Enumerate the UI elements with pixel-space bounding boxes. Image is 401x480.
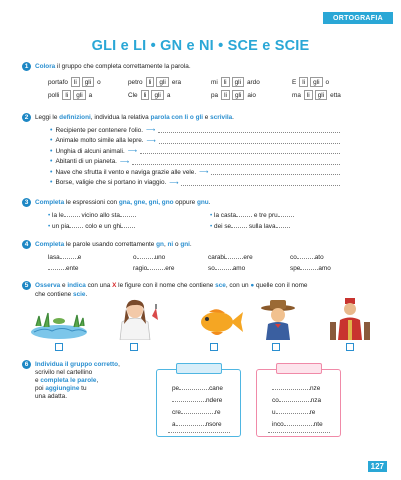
- blank[interactable]: [236, 211, 252, 217]
- exercise-6-instruction-line-3: e completa le parole,: [35, 377, 99, 384]
- option-gli[interactable]: gli: [232, 90, 244, 100]
- exercise-6-instruction-line-4: poi aggiungine tu: [35, 385, 87, 392]
- ex2-item-5: • Nave che sfrutta il vento e naviga grazie alle vele. ⟶: [50, 168, 340, 176]
- ex1-word-r1-c2: petro li gli era: [128, 78, 182, 86]
- blank[interactable]: [276, 222, 290, 228]
- arrow-icon: ⟶: [127, 148, 137, 155]
- option-gli[interactable]: gli: [73, 90, 85, 100]
- card-right-word-2: co nza: [272, 397, 322, 404]
- water-picture: [30, 310, 88, 340]
- arrow-icon: ⟶: [199, 169, 209, 176]
- exercise-6-number: 6: [22, 360, 31, 369]
- exercise-5-number: 5: [22, 281, 31, 290]
- answer-line[interactable]: [158, 127, 340, 133]
- ex1-word-r2-c1: polli li gli a: [48, 91, 93, 99]
- water-checkbox[interactable]: [55, 343, 63, 351]
- sheriff-checkbox[interactable]: [272, 343, 280, 351]
- ex1-word-r1-c4: E li gli o: [292, 78, 330, 86]
- ex2-item-4: • Abitanti di un pianeta. ⟶: [50, 158, 340, 166]
- ex3-item-4: • dei se sulla lava: [210, 222, 290, 230]
- option-li[interactable]: li: [304, 90, 313, 100]
- ex1-word-r1-c1: portafo li gli o: [48, 78, 101, 86]
- ex3-item-2: • la casta e tre pru: [210, 211, 294, 219]
- sheriff-picture: [258, 298, 298, 340]
- ex4-word-r2-c3: so amo: [208, 265, 246, 272]
- exercise-2-number: 2: [22, 113, 31, 122]
- blank[interactable]: [48, 264, 66, 270]
- exercise-1-number: 1: [22, 62, 31, 71]
- exercise-6-instruction-line-2: scrivilo nel cartellino: [35, 369, 93, 376]
- bellboy-checkbox[interactable]: [346, 343, 354, 351]
- blank[interactable]: [284, 420, 314, 426]
- blank[interactable]: [147, 264, 165, 270]
- card-left-word-4: a nsore: [172, 421, 222, 428]
- answer-line[interactable]: [181, 180, 340, 186]
- option-gli[interactable]: gli: [156, 77, 168, 87]
- card-right-extra-line[interactable]: [268, 432, 330, 433]
- exercise-3-number: 3: [22, 198, 31, 207]
- ex4-word-r1-c3: carabi ere: [208, 254, 253, 261]
- exercise-3-instruction: Completa le espressioni con gna, gne, gni, gno oppure gnu.: [35, 199, 211, 206]
- exercise-4-instruction: Completa le parole usando correttamente gn, ni o gni.: [35, 241, 192, 248]
- option-li[interactable]: li: [221, 90, 230, 100]
- ex4-word-r1-c2: o uno: [133, 254, 166, 261]
- blank[interactable]: [179, 384, 209, 390]
- option-li[interactable]: li: [221, 77, 230, 87]
- blank[interactable]: [300, 264, 318, 270]
- ex2-item-6: • Borse, valigie che si portano in viaggio. ⟶: [50, 179, 340, 187]
- ex4-word-r2-c2: ragio ere: [133, 265, 175, 272]
- scientist-checkbox[interactable]: [130, 343, 138, 351]
- blank[interactable]: [225, 253, 243, 259]
- ex3-item-3: • un pia colo e un ghi: [48, 222, 135, 230]
- page-header: [0, 0, 401, 24]
- blank[interactable]: [279, 396, 311, 402]
- card-right-tag[interactable]: [276, 363, 322, 374]
- blank[interactable]: [297, 253, 315, 259]
- answer-line[interactable]: [211, 169, 340, 175]
- exercise-5-instruction-line-1: Osserva e indica con una X le figure con il nome che contiene sce, con un ● quelle con il nome: [35, 282, 308, 289]
- option-gli[interactable]: gli: [82, 77, 94, 87]
- exercise-1-instruction: Colora il gruppo che completa correttamente la parola.: [35, 63, 191, 70]
- option-gli[interactable]: gli: [310, 77, 322, 87]
- arrow-icon: ⟶: [146, 137, 156, 145]
- option-li[interactable]: li: [299, 77, 308, 87]
- option-gli[interactable]: gli: [151, 90, 163, 100]
- exercise-6-instruction-line-1: Individua il gruppo corretto,: [35, 361, 120, 368]
- answer-line[interactable]: [132, 159, 340, 165]
- exercise-6-instruction-line-5: una adatta.: [35, 393, 67, 400]
- blank[interactable]: [176, 420, 206, 426]
- blank[interactable]: [231, 222, 247, 228]
- card-left-tag[interactable]: [176, 363, 222, 374]
- ex3-item-1: • la le vicino allo sta: [48, 211, 136, 219]
- blank[interactable]: [121, 222, 135, 228]
- section-label: ORTOGRAFIA: [323, 12, 393, 24]
- bellboy-picture: [330, 296, 370, 340]
- card-right-word-3: u re: [272, 409, 316, 416]
- ex2-item-1: • Recipiente per contenere l'olio. ⟶: [50, 126, 340, 134]
- option-li[interactable]: li: [146, 77, 155, 87]
- answer-line[interactable]: [159, 138, 340, 144]
- arrow-icon: ⟶: [169, 179, 179, 187]
- ex4-word-r1-c1: lasa e: [48, 254, 82, 261]
- card-left-extra-line[interactable]: [168, 432, 230, 433]
- card-right-word-4: inco nte: [272, 421, 323, 428]
- blank[interactable]: [272, 384, 310, 390]
- fish-checkbox[interactable]: [210, 343, 218, 351]
- ex1-word-r1-c3: mi li gli ardo: [211, 78, 260, 86]
- arrow-icon: ⟶: [146, 127, 156, 134]
- exercise-5-instruction-line-2: che contiene scie.: [35, 291, 88, 298]
- arrow-icon: ⟶: [119, 158, 130, 166]
- ex2-item-2: • Animale molto simile alla lepre. ⟶: [50, 137, 340, 145]
- page-number: 127: [368, 461, 387, 472]
- ex2-item-3: • Unghia di alcuni animali. ⟶: [50, 147, 340, 155]
- blank[interactable]: [137, 253, 155, 259]
- exercise-2-instruction: Leggi le definizioni, individua la relativa parola con li o gli e scrivila.: [35, 114, 234, 121]
- option-gli[interactable]: gli: [315, 90, 327, 100]
- card-left-word-2: ndere: [172, 396, 222, 404]
- option-li[interactable]: li: [71, 77, 80, 87]
- blank[interactable]: [278, 211, 294, 217]
- blank[interactable]: [276, 408, 310, 414]
- card-left-word-1: pe cane: [172, 385, 223, 392]
- option-gli[interactable]: gli: [232, 77, 244, 87]
- scientist-picture: [110, 296, 160, 340]
- ex4-word-r2-c4: spe amo: [290, 265, 331, 272]
- fish-picture: [195, 304, 245, 340]
- blank[interactable]: [60, 253, 78, 259]
- ex1-word-r2-c2: Cle li gli a: [128, 91, 171, 99]
- card-left-word-3: cre re: [172, 409, 221, 416]
- ex1-word-r2-c3: pa li gli aio: [211, 91, 256, 99]
- answer-line[interactable]: [140, 148, 340, 154]
- exercise-4-number: 4: [22, 240, 31, 249]
- option-li[interactable]: li: [141, 90, 150, 100]
- page-title: GLI e LI • GN e NI • SCE e SCIE: [91, 38, 310, 54]
- ex4-word-r2-c1: ente: [48, 264, 78, 272]
- option-li[interactable]: li: [62, 90, 71, 100]
- blank[interactable]: [181, 408, 215, 414]
- blank[interactable]: [120, 211, 136, 217]
- ex1-word-r2-c4: ma li gli etta: [292, 91, 341, 99]
- blank[interactable]: [215, 264, 233, 270]
- ex4-word-r1-c4: co ato: [290, 254, 324, 261]
- blank[interactable]: [64, 211, 80, 217]
- blank[interactable]: [172, 396, 206, 402]
- card-right-word-1: nze: [272, 384, 320, 392]
- blank[interactable]: [69, 222, 83, 228]
